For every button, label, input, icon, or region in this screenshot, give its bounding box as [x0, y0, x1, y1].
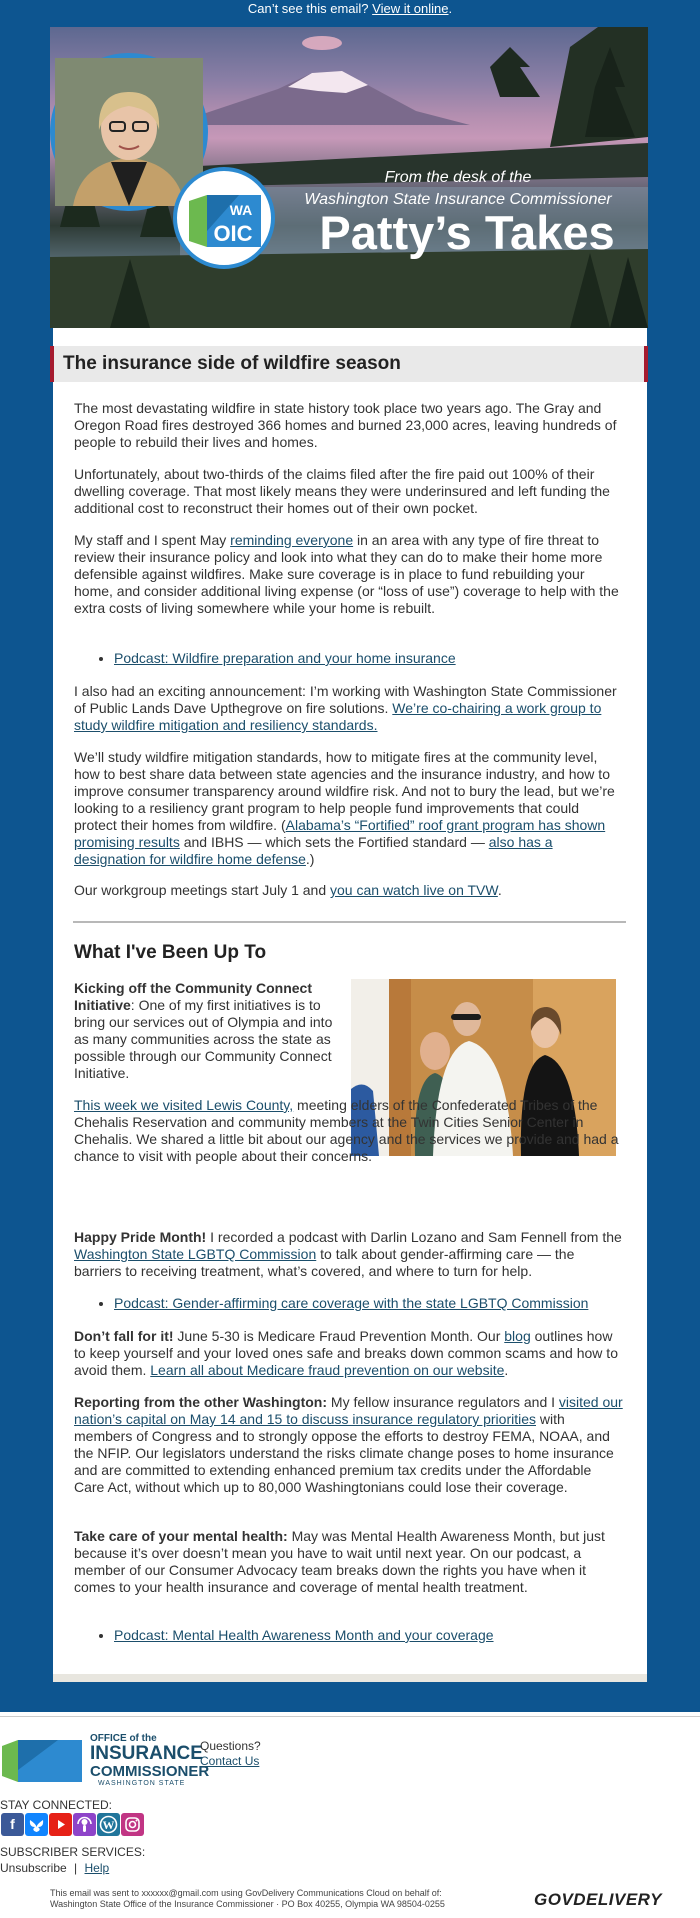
paragraph-mental-health: Take care of your mental health: May was Mental Health Awareness Month, but just because it’s over doesn’t mean you have to wait until next year. On our podcast, a member of our Consumer Advocacy team breaks down the rights you have when it comes to your health insurance and coverage of mental health treatment. [74, 1528, 605, 1595]
questions-block: Questions? Contact Us [200, 1739, 261, 1768]
svg-text:INSURANCE: INSURANCE [90, 1743, 203, 1764]
lgbtq-commission-link[interactable]: Washington State LGBTQ Commission [74, 1246, 317, 1262]
svg-text:OFFICE of the: OFFICE of the [90, 1733, 157, 1744]
hero-subtitle: From the desk of the Washington State Insurance Commissioner [304, 169, 612, 208]
podcast-list-2 [74, 1295, 624, 1312]
footer-footnote: This email was sent to xxxxxx@gmail.com using GovDelivery Communications Cloud on behalf of: Washington State Office of the Insurance Commissioner · PO Box 40255, Olympia WA 98504-0255 [50, 1888, 445, 1909]
nations-capital-link[interactable]: visited our nation’s capital on May 14 and 15 to discuss insurance regulatory priorities [74, 1394, 623, 1427]
wildfire-home-defense-link[interactable]: also has a designation for wildfire home defense [74, 834, 553, 867]
subscriber-links: Unsubscribe | Help [0, 1861, 110, 1875]
oic-logo[interactable] [2, 1730, 210, 1787]
paragraph-other-washington: Reporting from the other Washington: My fellow insurance regulators and I visited our nation’s capital on May 14 and 15 to discuss insurance regulatory priorities with members of Congress and to strongly oppose the efforts to destroy FEMA, NOAA, and the NFIP. Our legislators understand the risks climate change poses to home insurance and are committed to extending enhanced premium tax credits under the Affordable Care Act, without which up to 80,000 Washingtonians could lose their coverage. [74, 1394, 623, 1495]
hero-title: Patty’s Takes [319, 206, 615, 259]
bluesky-icon[interactable] [25, 1813, 48, 1836]
podcast-list-3 [74, 1627, 624, 1644]
hero-banner [50, 27, 648, 328]
unsubscribe-link[interactable]: Unsubscribe [0, 1861, 67, 1875]
paragraph-reminders: My staff and I spent May reminding everyone in an area with any type of fire threat to review their insurance policy and look into what they can do to make their home more defensible against wildfires. Make sure coverage is in place to fund rebuilding your home, and consider additional living expense (or “loss of use”) coverage to help with the extra costs of living somewhere while your home is rebuilt. [74, 532, 619, 616]
view-online-link[interactable]: View it online [372, 1, 449, 16]
email-footer [0, 1712, 700, 1918]
reminding-everyone-link[interactable]: reminding everyone [230, 532, 354, 548]
paragraph-community-connect: Kicking off the Community Connect Initiative: One of my first initiatives is to bring our services out of Olympia and into as many communities across the state as possible through our Community Connect Initiative. [74, 980, 333, 1081]
svg-text:OIC: OIC [213, 221, 253, 246]
list-item [114, 650, 624, 667]
stay-connected-label: STAY CONNECTED: [0, 1798, 113, 1812]
list-item [114, 1295, 624, 1312]
section-heading-wildfire: The insurance side of wildfire season [50, 346, 648, 382]
podcast-wildfire-link[interactable]: Podcast: Wildfire preparation and your home insurance [114, 650, 456, 666]
view-online-bar: Can’t see this email? View it online. [247, 1, 453, 16]
wordpress-icon[interactable] [97, 1813, 120, 1836]
tvw-link[interactable]: you can watch live on TVW [330, 882, 498, 898]
podcast-mental-health-link[interactable]: Podcast: Mental Health Awareness Month and your coverage [114, 1627, 494, 1643]
govdelivery-logo[interactable]: GOVDELIVERY [534, 1890, 662, 1909]
subscriber-services-label: SUBSCRIBER SERVICES: [0, 1845, 146, 1859]
podcast-gender-affirming-link[interactable]: Podcast: Gender-affirming care coverage with the state LGBTQ Commission [114, 1295, 589, 1311]
cant-see-text: Can’t see this email? [247, 1, 369, 16]
paragraph-mitigation: We’ll study wildfire mitigation standards, how to mitigate fires at the community level, how to best share data between state agencies and the insurance industry, and how to improve consumer transparency around wildfire risk. And not to bury the lead, but we’re looking to a resiliency grant program to help people fund improvements that could protect their homes from wildfire. (Alabama’s “Fortified” roof grant program has shown promising results and IBHS — which sets the Fortified standard — also has a designation for wildfire home defense.) [74, 749, 615, 867]
footer-divider [0, 1716, 700, 1717]
alabama-fortified-link[interactable]: Alabama’s “Fortified” roof grant program has shown promising results [74, 817, 606, 850]
contact-us-link[interactable]: Contact Us [200, 1754, 260, 1768]
wa-oic-badge-icon [173, 167, 275, 269]
paragraph-lewis-county: This week we visited Lewis County, meeting elders of the Confederated Tribes of the Chehalis Reservation and community members at the Twin Cities Senior Center in Chehalis. We shared a little bit about our agency and the services we provide and had a chance to visit with people about their concerns. [74, 1097, 619, 1164]
youtube-icon[interactable] [49, 1813, 72, 1836]
podcast-list-1 [74, 650, 624, 667]
section-divider [73, 921, 626, 923]
paragraph-claims: Unfortunately, about two-thirds of the claims filed after the fire paid out 100% of their dwelling coverage. That most likely means they were underinsured and left funding the additional cost to reconstruct their homes out of their own pocket. [74, 466, 610, 516]
paragraph-announcement: I also had an exciting announcement: I’m working with Washington State Commissioner of Public Lands Dave Upthegrove on fire solutions. We’re co-chairing a work group to study wildfire mitigation and resiliency standards. [74, 683, 617, 733]
section-heading-updates: What I've Been Up To [74, 942, 267, 963]
lewis-county-link[interactable]: This week we visited Lewis County, [74, 1097, 294, 1113]
work-group-link[interactable]: We’re co-chairing a work group to study wildfire mitigation and resiliency standards. [74, 700, 602, 733]
help-link[interactable]: Help [84, 1861, 110, 1875]
content-card-shadow [53, 1674, 647, 1682]
svg-text:COMMISSIONER: COMMISSIONER [90, 1763, 210, 1780]
blog-link[interactable]: blog [504, 1328, 531, 1344]
social-icons [1, 1813, 144, 1836]
paragraph-pride: Happy Pride Month! I recorded a podcast with Darlin Lozano and Sam Fennell from the Washington State LGBTQ Commission to talk about gender-affirming care — the barriers to receiving treatment, what’s covered, and where to turn for help. [74, 1229, 622, 1279]
svg-text:WASHINGTON STATE: WASHINGTON STATE [98, 1780, 186, 1787]
list-item [114, 1627, 624, 1644]
paragraph-fires: The most devastating wildfire in state history took place two years ago. The Gray and Oregon Road fires destroyed 366 homes and burned 23,000 acres, leaving hundreds of people to rebuild their lives and homes. [74, 400, 617, 450]
svg-text:W: W [102, 1818, 115, 1832]
facebook-icon[interactable]: f [1, 1813, 24, 1836]
podcast-icon[interactable] [73, 1813, 96, 1836]
paragraph-tvw: Our workgroup meetings start July 1 and you can watch live on TVW. [74, 882, 502, 898]
instagram-icon[interactable] [121, 1813, 144, 1836]
medicare-fraud-link[interactable]: Learn all about Medicare fraud prevention on our website [150, 1362, 505, 1378]
paragraph-fraud: Don’t fall for it! June 5-30 is Medicare Fraud Prevention Month. Our blog outlines how to keep yourself and your loved ones safe and breaks down common scams and how to avoid them. Learn all about Medicare fraud prevention on our website. [74, 1328, 618, 1378]
svg-text:WA: WA [229, 202, 253, 218]
